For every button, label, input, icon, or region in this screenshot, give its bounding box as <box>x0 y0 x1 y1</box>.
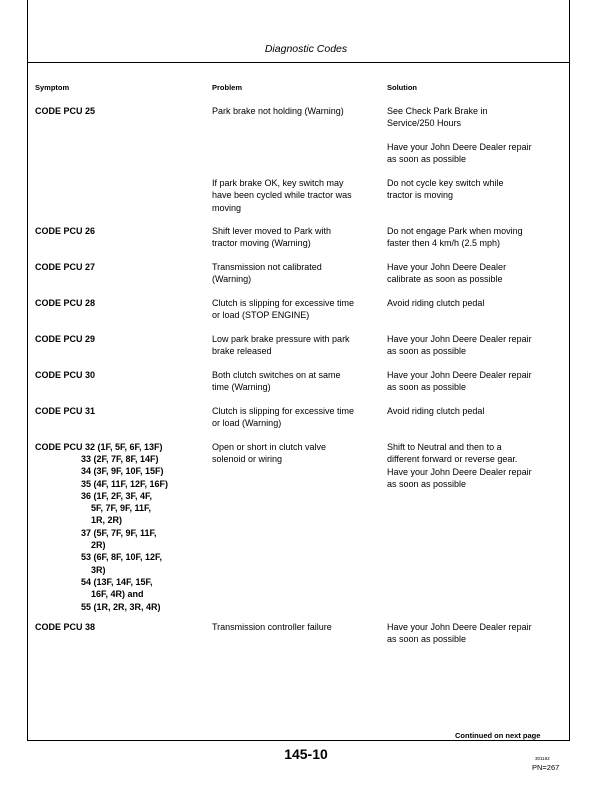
solution-cell: See Check Park Brake in Service/250 Hours <box>387 106 488 129</box>
symptom-pcu-32: CODE PCU 32 (1F, 5F, 6F, 13F) <box>35 442 163 452</box>
problem-cell: Open or short in clutch valve solenoid or wiring <box>212 442 327 465</box>
solution-cell: Avoid riding clutch pedal <box>387 298 485 308</box>
problem-cell: If park brake OK, key switch may have been cycled while tractor was moving <box>212 178 352 213</box>
page-number: 145-10 <box>284 746 328 762</box>
right-border <box>569 0 570 740</box>
top-rule <box>27 62 570 63</box>
solution-cell: Have your John Deere Dealer calibrate as soon as possible <box>387 262 507 285</box>
solution-cell: Have your John Deere Dealer repair as soon as possible <box>387 142 532 165</box>
symptom-pcu-27: CODE PCU 27 <box>35 262 96 272</box>
header-symptom: Symptom <box>35 83 70 92</box>
solution-cell: Have your John Deere Dealer repair as soon as possible <box>387 370 532 393</box>
bottom-rule <box>27 740 570 741</box>
symptom-pcu-38: CODE PCU 38 <box>35 622 96 632</box>
problem-cell: Clutch is slipping for excessive time or load (STOP ENGINE) <box>212 298 355 321</box>
symptom-pcu-28: CODE PCU 28 <box>35 298 96 308</box>
left-border <box>27 0 28 740</box>
symptom-pcu-30: CODE PCU 30 <box>35 370 96 380</box>
problem-cell: Clutch is slipping for excessive time or load (Warning) <box>212 406 355 429</box>
symptom-pcu-25: CODE PCU 25 <box>35 106 96 116</box>
pn-number: PN=267 <box>532 763 560 772</box>
symptom-pcu-33-55-list: 33 (2F, 7F, 8F, 14F) 34 (3F, 9F, 10F, 15F) 35 (4F, 11F, 12F, 16F) 36 (1F, 2F, 3F, 4F, 5F, 7F, 9F, 11F, 1R, 2R) 37 (5F, 7F, 9F, 11F, 2R) 53 (6F, 8F, 10F, 12F, 3R) 54 (13F, 14F, 15F, 16F, 4R) and 55 (1R, 2R, 3R, 4R) <box>81 454 169 612</box>
solution-cell: Avoid riding clutch pedal <box>387 406 485 416</box>
problem-cell: Transmission not calibrated (Warning) <box>212 262 322 285</box>
problem-cell: Park brake not holding (Warning) <box>212 106 344 116</box>
solution-cell: Do not cycle key switch while tractor is moving <box>387 178 504 201</box>
problem-cell: Low park brake pressure with park brake released <box>212 334 350 357</box>
header-solution: Solution <box>387 83 417 92</box>
solution-cell: Do not engage Park when moving faster then 4 km/h (2.5 mph) <box>387 226 523 249</box>
problem-cell: Shift lever moved to Park with tractor moving (Warning) <box>212 226 332 249</box>
header-problem: Problem <box>212 83 243 92</box>
problem-cell: Both clutch switches on at same time (Warning) <box>212 370 341 393</box>
section-title: Diagnostic Codes <box>264 43 348 55</box>
problem-cell: Transmission controller failure <box>212 622 332 632</box>
symptom-pcu-31: CODE PCU 31 <box>35 406 96 416</box>
solution-cell: Shift to Neutral and then to a different forward or reverse gear. Have your John Deere Dealer repair as soon as possible <box>387 442 532 489</box>
symptom-pcu-26: CODE PCU 26 <box>35 226 96 236</box>
solution-cell: Have your John Deere Dealer repair as soon as possible <box>387 622 532 645</box>
solution-cell: Have your John Deere Dealer repair as soon as possible <box>387 334 532 357</box>
symptom-pcu-29: CODE PCU 29 <box>35 334 96 344</box>
continued-note: Continued on next page <box>455 731 541 740</box>
doc-code: 301192 <box>535 756 550 761</box>
